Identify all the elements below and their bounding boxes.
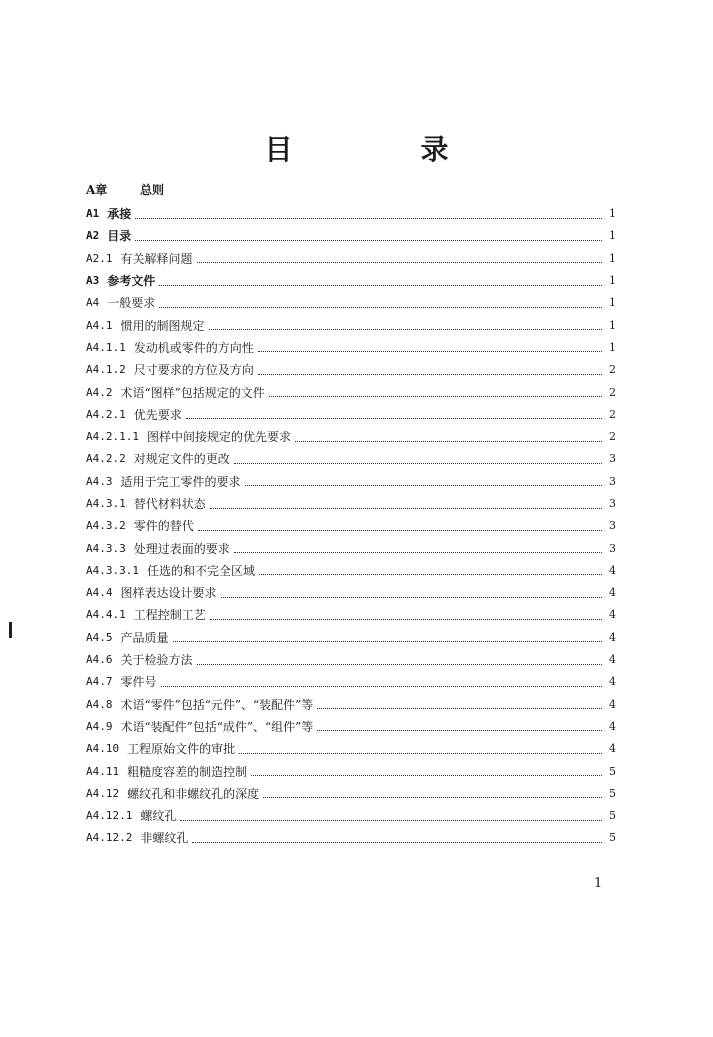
toc-leader-dots xyxy=(269,388,602,397)
toc-entry-title: 术语“零件”包括“元件”、“装配件”等 xyxy=(120,697,314,712)
toc-entry[interactable] xyxy=(86,560,616,582)
toc-entry[interactable] xyxy=(86,582,616,604)
toc-leader-dots xyxy=(317,700,602,709)
toc-leader-dots xyxy=(295,433,602,442)
toc-entry-title: 尺寸要求的方位及方向 xyxy=(133,363,254,378)
toc-entry-page: 5 xyxy=(609,764,616,778)
toc-entry[interactable] xyxy=(86,515,616,537)
toc-entry[interactable] xyxy=(86,649,616,671)
toc-entry-title: 工程控制工艺 xyxy=(133,608,206,623)
toc-leader-dots xyxy=(135,210,602,219)
toc-entry-number: A2 xyxy=(86,229,100,243)
toc-entry[interactable] xyxy=(86,225,616,247)
toc-entry-number: A4.2.1 xyxy=(86,407,126,421)
toc-entry[interactable] xyxy=(86,694,616,716)
toc-leader-dots xyxy=(251,767,602,776)
chapter-heading xyxy=(86,181,164,198)
toc-entry-number: A4.11 xyxy=(86,764,120,778)
toc-entry-number: A4.1 xyxy=(86,318,113,332)
toc-entry-page: 1 xyxy=(609,340,616,354)
toc-entry-page: 2 xyxy=(609,430,616,444)
toc-entry[interactable] xyxy=(86,671,616,693)
toc-entry-number: A4.9 xyxy=(86,719,113,733)
toc-entry-number: A4.3.1 xyxy=(86,497,126,510)
toc-entry[interactable] xyxy=(86,604,616,626)
toc-entry-title: 替代材料状态 xyxy=(133,497,206,511)
toc-entry-number: A4.10 xyxy=(86,742,120,756)
toc-entry-title: 术语“图样”包括规定的文件 xyxy=(120,385,265,400)
toc-leader-dots xyxy=(161,678,602,687)
toc-entry[interactable] xyxy=(86,426,616,448)
toc-entry[interactable] xyxy=(86,270,616,292)
page-number: 1 xyxy=(594,876,603,891)
toc-entry-number: A4.1.2 xyxy=(86,363,126,377)
toc-entry-title: 目录 xyxy=(107,229,132,244)
toc-leader-dots xyxy=(317,722,602,731)
toc-entry-title: 一般要求 xyxy=(107,296,156,311)
toc-entry-title: 承接 xyxy=(107,207,132,222)
toc-entry-title: 处理过表面的要求 xyxy=(133,541,230,556)
toc-entry-number: A1 xyxy=(86,207,100,221)
toc-entry-number: A4.3 xyxy=(86,474,113,488)
toc-entry-number: A4.4 xyxy=(86,586,113,600)
toc-entry-page: 4 xyxy=(609,586,616,600)
toc-entry-number: A4.2 xyxy=(86,385,113,399)
toc-entry-number: A3 xyxy=(86,274,100,288)
toc-entry[interactable] xyxy=(86,627,616,649)
toc-leader-dots xyxy=(135,232,602,241)
toc-entry-number: A4.3.2 xyxy=(86,519,126,533)
toc-entry-title: 任选的和不完全区域 xyxy=(146,563,255,578)
toc-entry-title: 图样表达设计要求 xyxy=(120,586,217,601)
toc-entry[interactable] xyxy=(86,760,616,782)
toc-entry-title: 零件的替代 xyxy=(133,519,194,534)
toc-entry-title: 螺纹孔 xyxy=(140,809,177,824)
toc-leader-dots xyxy=(221,589,602,598)
toc-leader-dots xyxy=(245,477,602,486)
toc-entry-page: 3 xyxy=(609,452,616,466)
toc-leader-dots xyxy=(197,254,602,263)
toc-entry-number: A4.5 xyxy=(86,630,113,644)
toc-leader-dots xyxy=(209,321,602,330)
toc-leader-dots xyxy=(210,611,602,620)
toc-entry-number: A4 xyxy=(86,296,100,310)
margin-mark xyxy=(9,622,12,638)
toc-entry-number: A4.3.3 xyxy=(86,541,126,555)
toc-entry-title: 有关解释问题 xyxy=(120,251,193,266)
toc-leader-dots xyxy=(234,455,602,464)
toc-entry-page: 4 xyxy=(609,563,616,577)
toc-entry-page: 4 xyxy=(609,608,616,622)
toc-leader-dots xyxy=(263,789,602,798)
toc-entry[interactable] xyxy=(86,783,616,805)
toc-entry-number: A4.1.1 xyxy=(86,340,126,354)
toc-entry-page: 5 xyxy=(609,809,616,823)
toc-entry-title: 零件号 xyxy=(120,675,157,690)
toc-entry[interactable] xyxy=(86,493,616,515)
toc-entry-page: 4 xyxy=(609,697,616,711)
toc-entry-number: A4.3.3.1 xyxy=(86,563,139,577)
toc-entry-title: 图样中间接规定的优先要求 xyxy=(146,430,291,445)
toc-entry-title: 适用于完工零件的要求 xyxy=(120,474,241,489)
toc-leader-dots xyxy=(234,544,602,553)
toc-entry-page: 4 xyxy=(609,653,616,667)
toc-entry-number: A4.6 xyxy=(86,653,113,667)
toc-entry-page: 3 xyxy=(609,519,616,533)
chapter-code: A章 xyxy=(86,183,108,197)
toc-entry-page: 5 xyxy=(609,831,616,845)
toc-entry-title: 产品质量 xyxy=(120,630,169,645)
toc-entry-title: 非螺纹孔 xyxy=(140,831,189,846)
toc-entry-title: 惯用的制图规定 xyxy=(120,318,205,333)
toc-leader-dots xyxy=(180,812,602,821)
toc-entry-number: A4.2.1.1 xyxy=(86,430,139,444)
toc-entry-page: 4 xyxy=(609,675,616,689)
toc-entry-title: 粗糙度容差的制造控制 xyxy=(127,764,248,779)
toc-entry[interactable] xyxy=(86,381,616,403)
toc-leader-dots xyxy=(173,633,602,642)
toc-entry[interactable] xyxy=(86,203,616,225)
toc-entry-page: 5 xyxy=(609,786,616,800)
toc-entry-page: 1 xyxy=(609,251,616,265)
toc-entry-page: 3 xyxy=(609,497,616,510)
chapter-title: 总则 xyxy=(140,183,165,197)
toc-entry-page: 1 xyxy=(609,274,616,288)
toc-entry[interactable] xyxy=(86,292,616,314)
toc-entry-number: A4.12 xyxy=(86,786,120,800)
toc-leader-dots xyxy=(210,500,602,509)
toc-entry-number: A4.8 xyxy=(86,697,113,711)
toc-entry-page: 2 xyxy=(609,363,616,377)
toc-entry-page: 4 xyxy=(609,630,616,644)
toc-entry-page: 2 xyxy=(609,407,616,421)
toc-entry-number: A2.1 xyxy=(86,251,113,265)
toc-entry[interactable] xyxy=(86,314,616,336)
toc-entry[interactable] xyxy=(86,738,616,760)
toc-entry-title: 发动机或零件的方向性 xyxy=(133,340,254,355)
toc-entry-page: 1 xyxy=(609,318,616,332)
toc-entry-title: 优先要求 xyxy=(133,407,182,422)
toc-entry-page: 4 xyxy=(609,742,616,756)
toc-entry-number: A4.2.2 xyxy=(86,452,126,466)
toc-leader-dots xyxy=(186,410,602,419)
toc-leader-dots xyxy=(197,656,602,665)
toc-entry[interactable] xyxy=(86,805,616,827)
page-title: 目 录 xyxy=(264,133,499,166)
toc-leader-dots xyxy=(258,366,602,375)
toc-entry-page: 1 xyxy=(609,229,616,243)
toc-entry-number: A4.12.1 xyxy=(86,809,133,823)
toc-entry-number: A4.4.1 xyxy=(86,608,126,622)
toc-entry-number: A4.12.2 xyxy=(86,831,133,845)
toc-entry-title: 螺纹孔和非螺纹孔的深度 xyxy=(127,786,260,801)
toc-leader-dots xyxy=(159,277,602,286)
toc-entry-page: 3 xyxy=(609,474,616,488)
toc-leader-dots xyxy=(258,343,602,352)
toc-entry-title: 术语“装配件”包括“成件”、“组件”等 xyxy=(120,719,314,734)
toc-entry[interactable] xyxy=(86,537,616,559)
toc-leader-dots xyxy=(259,566,602,575)
toc-entry-title: 关于检验方法 xyxy=(120,653,193,668)
toc-leader-dots xyxy=(159,299,602,308)
toc-entry[interactable] xyxy=(86,471,616,493)
toc-entry-page: 2 xyxy=(609,385,616,399)
toc-entry-number: A4.7 xyxy=(86,675,113,689)
toc-entry-title: 参考文件 xyxy=(107,274,156,289)
toc-entry[interactable] xyxy=(86,248,616,270)
table-of-contents xyxy=(86,203,616,850)
toc-leader-dots xyxy=(192,834,602,843)
toc-leader-dots xyxy=(239,745,602,754)
toc-entry[interactable] xyxy=(86,359,616,381)
toc-entry-page: 3 xyxy=(609,541,616,555)
toc-entry[interactable] xyxy=(86,827,616,849)
toc-entry-title: 工程原始文件的审批 xyxy=(127,742,236,757)
toc-leader-dots xyxy=(198,522,602,531)
toc-entry-title: 对规定文件的更改 xyxy=(133,452,230,467)
toc-entry[interactable] xyxy=(86,404,616,426)
toc-entry-page: 4 xyxy=(609,719,616,733)
toc-entry[interactable] xyxy=(86,337,616,359)
toc-entry-page: 1 xyxy=(609,296,616,310)
toc-entry[interactable] xyxy=(86,716,616,738)
toc-entry[interactable] xyxy=(86,448,616,470)
toc-entry-page: 1 xyxy=(609,207,616,221)
